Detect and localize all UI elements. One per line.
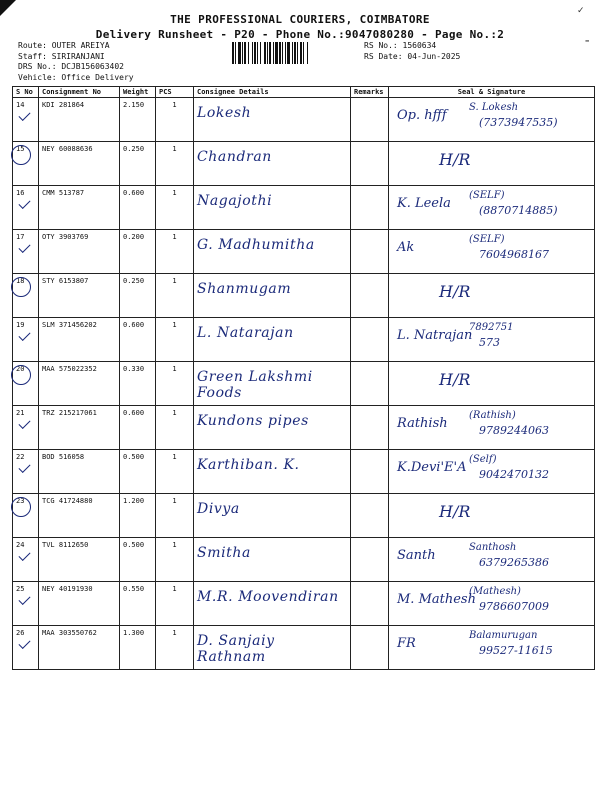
consignee-name: M.R. Moovendiran — [197, 589, 339, 605]
sno-value: 22 — [16, 453, 25, 461]
circle-mark-icon — [11, 277, 31, 297]
check-mark-icon — [18, 461, 30, 473]
row-seal-signature — [389, 538, 595, 582]
row-consignee — [194, 582, 351, 626]
row-consignment: KDI 281864 — [39, 98, 120, 142]
check-mark-icon — [18, 329, 30, 341]
check-mark-icon — [18, 241, 30, 253]
sno-value: 21 — [16, 409, 25, 417]
rs-date: RS Date: 04-Jun-2025 — [364, 51, 461, 61]
table-row — [13, 362, 595, 406]
row-consignment: NEY 60088636 — [39, 142, 120, 186]
receiver-phone: 573 — [479, 336, 500, 349]
row-sno — [13, 450, 39, 494]
col-pcs: PCS — [156, 87, 194, 98]
row-consignee — [194, 362, 351, 406]
row-sno — [13, 626, 39, 670]
row-pcs: 1 — [156, 142, 194, 186]
signature-mark: Santh — [397, 548, 436, 563]
row-sno — [13, 318, 39, 362]
row-consignee — [194, 230, 351, 274]
table-row — [13, 142, 595, 186]
row-consignment: SLM 371456202 — [39, 318, 120, 362]
receiver-phone: (7373947535) — [479, 116, 558, 129]
receiver-phone: 6379265386 — [479, 556, 549, 569]
receiver-phone: 9789244063 — [479, 424, 549, 437]
table-row — [13, 230, 595, 274]
signature-mark: Rathish — [397, 416, 448, 431]
col-weight: Weight — [120, 87, 156, 98]
consignee-name: Kundons pipes — [197, 413, 309, 429]
sno-value: 23 — [16, 497, 25, 505]
consignee-name: Chandran — [197, 149, 272, 165]
row-pcs: 1 — [156, 186, 194, 230]
consignee-name: Green Lakshmi Foods — [197, 369, 313, 401]
receiver-name: Balamurugan — [469, 630, 538, 641]
signature-mark: Ak — [397, 240, 415, 255]
row-consignee — [194, 626, 351, 670]
row-pcs: 1 — [156, 626, 194, 670]
row-consignee — [194, 318, 351, 362]
drs-number: DRS No.: DCJB156063402 — [18, 62, 124, 71]
row-remarks — [351, 362, 389, 406]
consignee-name: Shanmugam — [197, 281, 292, 297]
sno-value: 24 — [16, 541, 25, 549]
row-consignment: STY 6153807 — [39, 274, 120, 318]
rs-number: RS No.: 1560634 — [364, 41, 437, 50]
consignee-name: Nagajothi — [197, 193, 273, 209]
table-row — [13, 406, 595, 450]
row-consignment: TVL 8112650 — [39, 538, 120, 582]
table-row — [13, 626, 595, 670]
row-consignee — [194, 274, 351, 318]
receiver-phone: 7604968167 — [479, 248, 549, 261]
receiver-name: (SELF) — [469, 190, 505, 201]
circle-mark-icon — [11, 365, 31, 385]
signature-mark: L. Natrajan — [397, 328, 473, 343]
row-weight: 1.200 — [120, 494, 156, 538]
row-seal-signature — [389, 98, 595, 142]
row-pcs: 1 — [156, 406, 194, 450]
row-weight: 0.200 — [120, 230, 156, 274]
row-consignee — [194, 98, 351, 142]
row-seal-signature — [389, 318, 595, 362]
receiver-name: (Self) — [469, 454, 497, 465]
check-mark-icon: ✓ — [577, 6, 585, 16]
company-title: THE PROFESSIONAL COURIERS, COIMBATORE — [170, 13, 430, 26]
row-consignment: OTY 3903769 — [39, 230, 120, 274]
row-seal-signature — [389, 406, 595, 450]
row-consignee — [194, 142, 351, 186]
runsheet-subtitle: Delivery Runsheet - P20 - Phone No.:9047080280 - Page No.:2 — [95, 28, 505, 41]
row-consignment: MAA 303550762 — [39, 626, 120, 670]
row-consignment: NEY 40191930 — [39, 582, 120, 626]
sno-value: 14 — [16, 101, 25, 109]
row-remarks — [351, 318, 389, 362]
row-remarks — [351, 98, 389, 142]
consignee-name: Divya — [197, 501, 240, 517]
receiver-phone: (8870714885) — [479, 204, 558, 217]
receiver-phone: 9786607009 — [479, 600, 549, 613]
row-pcs: 1 — [156, 450, 194, 494]
row-weight: 0.600 — [120, 406, 156, 450]
row-remarks — [351, 142, 389, 186]
row-pcs: 1 — [156, 362, 194, 406]
row-pcs: 1 — [156, 98, 194, 142]
receiver-name: S. Lokesh — [469, 102, 519, 113]
col-consignee: Consignee Details — [194, 87, 351, 98]
signature-mark: H/R — [439, 282, 471, 301]
runsheet-table — [12, 86, 595, 670]
row-remarks — [351, 230, 389, 274]
row-remarks — [351, 626, 389, 670]
check-mark-icon — [18, 637, 30, 649]
table-row — [13, 494, 595, 538]
consignee-name: Karthiban. K. — [197, 457, 300, 473]
row-pcs: 1 — [156, 230, 194, 274]
consignee-name: Lokesh — [197, 105, 252, 121]
sno-value: 18 — [16, 277, 25, 285]
row-consignment: BOD 516058 — [39, 450, 120, 494]
runsheet-meta-left — [18, 41, 134, 83]
row-pcs: 1 — [156, 318, 194, 362]
receiver-phone: 99527-11615 — [479, 644, 553, 657]
row-consignment: MAA 575022352 — [39, 362, 120, 406]
row-seal-signature — [389, 494, 595, 538]
row-sno — [13, 538, 39, 582]
signature-mark: FR — [397, 636, 416, 651]
receiver-name: (Rathish) — [469, 410, 516, 421]
row-weight: 0.250 — [120, 274, 156, 318]
sno-value: 25 — [16, 585, 25, 593]
table-row — [13, 274, 595, 318]
check-mark-icon — [18, 549, 30, 561]
signature-mark: H/R — [439, 502, 471, 521]
row-remarks — [351, 406, 389, 450]
row-remarks — [351, 582, 389, 626]
row-sno — [13, 142, 39, 186]
row-pcs: 1 — [156, 494, 194, 538]
row-consignment: CMM 513787 — [39, 186, 120, 230]
table-row — [13, 582, 595, 626]
row-consignee — [194, 186, 351, 230]
receiver-name: (SELF) — [469, 234, 505, 245]
row-weight: 0.600 — [120, 186, 156, 230]
row-sno — [13, 362, 39, 406]
row-weight: 2.150 — [120, 98, 156, 142]
signature-mark: H/R — [439, 150, 471, 169]
row-seal-signature — [389, 450, 595, 494]
vehicle-text: Vehicle: Office Delivery — [18, 72, 134, 82]
table-row — [13, 538, 595, 582]
row-consignee — [194, 494, 351, 538]
table-header — [13, 87, 595, 98]
row-weight: 0.250 — [120, 142, 156, 186]
table-row — [13, 318, 595, 362]
sno-value: 26 — [16, 629, 25, 637]
row-weight: 1.300 — [120, 626, 156, 670]
dash-mark: - — [583, 33, 592, 49]
sno-value: 20 — [16, 365, 25, 373]
consignee-name: L. Natarajan — [197, 325, 294, 341]
row-sno — [13, 274, 39, 318]
row-sno — [13, 494, 39, 538]
row-sno — [13, 230, 39, 274]
check-mark-icon — [18, 109, 30, 121]
row-consignee — [194, 406, 351, 450]
signature-mark: Op. hfff — [397, 108, 447, 123]
col-consignment: Consignment No — [39, 87, 120, 98]
consignee-name: G. Madhumitha — [197, 237, 315, 253]
sno-value: 16 — [16, 189, 25, 197]
row-weight: 0.330 — [120, 362, 156, 406]
table-row — [13, 98, 595, 142]
row-sno — [13, 582, 39, 626]
col-seal: Seal & Signature — [389, 87, 595, 98]
row-pcs: 1 — [156, 538, 194, 582]
check-mark-icon — [18, 593, 30, 605]
row-seal-signature — [389, 626, 595, 670]
row-remarks — [351, 274, 389, 318]
sno-value: 19 — [16, 321, 25, 329]
row-consignment: TRZ 215217061 — [39, 406, 120, 450]
row-seal-signature — [389, 274, 595, 318]
row-consignee — [194, 450, 351, 494]
barcode — [232, 42, 357, 64]
route-text: Route: OUTER AREIYA — [18, 41, 110, 50]
staff-text: Staff: SIRIRANJANI — [18, 51, 105, 61]
col-sno: S No — [13, 87, 39, 98]
row-remarks — [351, 450, 389, 494]
row-weight: 0.550 — [120, 582, 156, 626]
row-sno — [13, 98, 39, 142]
row-pcs: 1 — [156, 274, 194, 318]
receiver-phone: 9042470132 — [479, 468, 549, 481]
row-seal-signature — [389, 186, 595, 230]
row-remarks — [351, 186, 389, 230]
row-weight: 0.600 — [120, 318, 156, 362]
receiver-name: 7892751 — [469, 322, 514, 333]
signature-mark: H/R — [439, 370, 471, 389]
row-remarks — [351, 494, 389, 538]
row-seal-signature — [389, 582, 595, 626]
row-sno — [13, 186, 39, 230]
signature-mark: K.Devi'E'A — [397, 460, 467, 475]
row-weight: 0.500 — [120, 450, 156, 494]
row-pcs: 1 — [156, 582, 194, 626]
table-row — [13, 450, 595, 494]
consignee-name: Smitha — [197, 545, 251, 561]
row-seal-signature — [389, 362, 595, 406]
check-mark-icon — [18, 417, 30, 429]
row-weight: 0.500 — [120, 538, 156, 582]
circle-mark-icon — [11, 145, 31, 165]
sno-value: 17 — [16, 233, 25, 241]
signature-mark: K. Leela — [397, 196, 451, 211]
sno-value: 15 — [16, 145, 25, 153]
consignee-name: D. Sanjaiy Rathnam — [197, 633, 275, 665]
row-consignment: TCG 41724880 — [39, 494, 120, 538]
col-remarks: Remarks — [351, 87, 389, 98]
row-seal-signature — [389, 230, 595, 274]
table-row — [13, 186, 595, 230]
circle-mark-icon — [11, 497, 31, 517]
row-consignee — [194, 538, 351, 582]
receiver-name: (Mathesh) — [469, 586, 521, 597]
runsheet-meta-right — [364, 41, 460, 62]
row-remarks — [351, 538, 389, 582]
receiver-name: Santhosh — [469, 542, 517, 553]
row-seal-signature — [389, 142, 595, 186]
row-sno — [13, 406, 39, 450]
signature-mark: M. Mathesh — [397, 592, 476, 607]
check-mark-icon — [18, 197, 30, 209]
